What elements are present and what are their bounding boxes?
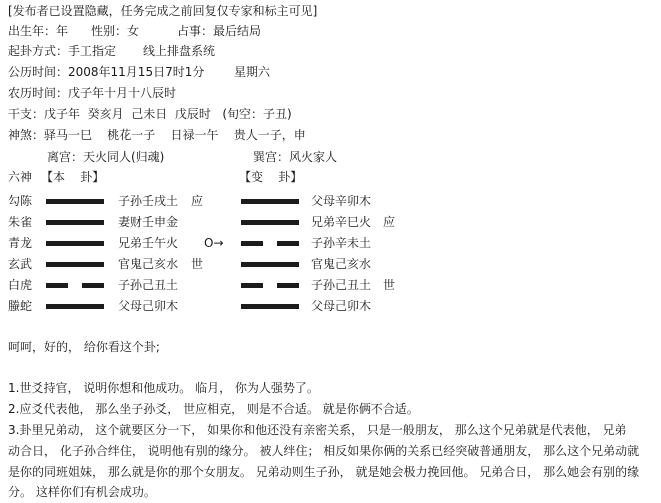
reply-point-1: 1.世爻持官， 说明你想和他成功。 临月， 你为人强势了。 [8, 381, 319, 395]
changed-yao-label: 子孙辛未土 [311, 236, 372, 250]
changed-yao-label: 父母辛卯木 [311, 194, 372, 208]
six-god-label: 朱雀 [8, 215, 33, 229]
changed-palace: 巽宫：风火家人 [253, 150, 338, 164]
changed-yao-yin-segment-2 [277, 241, 299, 246]
reply-point-3-line-3: 是你的同班姐妹， 那么就是你的那个女朋友。 兄弟动则生子孙， 就是她会极力挽回他。 兄弟合日， 那么她会有别的缘 [8, 465, 640, 479]
main-yao-label: 兄弟壬午火 [118, 236, 179, 250]
changed-yao-label: 官鬼己亥水 [311, 257, 372, 271]
changed-yao-yin-segment-1 [241, 241, 263, 246]
main-shi-ying-mark: 应 [191, 194, 204, 208]
main-yao-yang-line [46, 220, 104, 225]
reply-point-3-line-2: 动合日， 化子孙合绊住， 说明他有别的缘分。 被人绊住； 相反如果你俩的关系已经突破普通朋友， 那么这个兄弟动就 [8, 444, 640, 458]
six-gods-heading: 六神 [8, 170, 33, 184]
main-shi-ying-mark: 世 [191, 257, 204, 271]
six-god-label: 勾陈 [8, 194, 33, 208]
reply-point-2: 2.应爻代表他， 那么坐子孙爻， 世应相克， 则是不合适。 就是你俩不合适。 [8, 402, 419, 416]
reply-greeting: 呵呵，好的， 给你看这个卦; [8, 340, 160, 354]
six-god-label: 螣蛇 [8, 299, 33, 313]
changed-shi-ying-mark: 应 [383, 215, 396, 229]
notice: [发布者已设置隐藏，任务完成之前回复仅专家和标主可见] [8, 4, 318, 18]
reply-point-3-line-4: 分。 这样你们有机会成功。 [8, 485, 156, 499]
main-yao-label: 子孙壬戌土 [118, 194, 179, 208]
changed-yao-yang-line [241, 220, 299, 225]
main-yao-yang-line [46, 262, 104, 267]
six-god-label: 白虎 [8, 278, 33, 292]
main-yao-yin-segment-2 [82, 283, 104, 288]
changed-yao-yin-segment-2 [277, 283, 299, 288]
main-yao-label: 妻财壬申金 [118, 215, 179, 229]
changed-yao-label: 父母己卯木 [311, 299, 372, 313]
changed-shi-ying-mark: 世 [383, 278, 396, 292]
birth-field: 出生年：年 [8, 24, 69, 38]
changed-yao-yang-line [241, 199, 299, 204]
changed-yao-yin-segment-1 [241, 283, 263, 288]
main-yao-yang-line [46, 199, 104, 204]
main-hexagram-title: 【本 卦】 [41, 170, 105, 184]
main-yao-yang-line [46, 304, 104, 309]
main-yao-yang-line [46, 241, 104, 246]
main-yao-yin-segment-1 [46, 283, 68, 288]
six-god-label: 青龙 [8, 236, 33, 250]
changed-yao-yang-line [241, 304, 299, 309]
gender-field: 性别：女 [91, 24, 140, 38]
reply-point-3-line-1: 3.卦里兄弟动， 这个就要区分一下， 如果你和他还没有亲密关系， 只是一般朋友， 那么这个兄弟就是代表他， 兄弟 [8, 423, 627, 437]
ganzhi: 干支：戊子年 癸亥月 己未日 戊辰时 (旬空：子丑) [8, 107, 292, 121]
main-yao-label: 官鬼己亥水 [118, 257, 179, 271]
weekday: 星期六 [234, 65, 271, 79]
main-yao-label: 子孙己丑土 [118, 278, 179, 292]
lunar-time: 农历时间：戊子年十月十八辰时 [8, 86, 177, 100]
main-palace: 离宫：天火同人(归魂) [47, 150, 165, 164]
changed-yao-label: 子孙己丑土 [311, 278, 372, 292]
changed-yao-yang-line [241, 262, 299, 267]
shensha: 神煞：驿马一巳 桃花一子 日禄一午 贵人一子，申 [8, 128, 306, 142]
six-god-label: 玄武 [8, 257, 33, 271]
moving-line-marker: O→ [204, 236, 224, 250]
method-field: 起卦方式：手工指定 [8, 44, 117, 58]
changed-hexagram-title: 【变 卦】 [239, 170, 303, 184]
main-yao-label: 父母己卯木 [118, 299, 179, 313]
changed-yao-label: 兄弟辛巳火 [311, 215, 372, 229]
solar-time: 公历时间：2008年11月15日7时1分 [8, 65, 205, 79]
system-field: 线上排盘系统 [143, 44, 216, 58]
question-field: 占事：最后结局 [177, 24, 262, 38]
